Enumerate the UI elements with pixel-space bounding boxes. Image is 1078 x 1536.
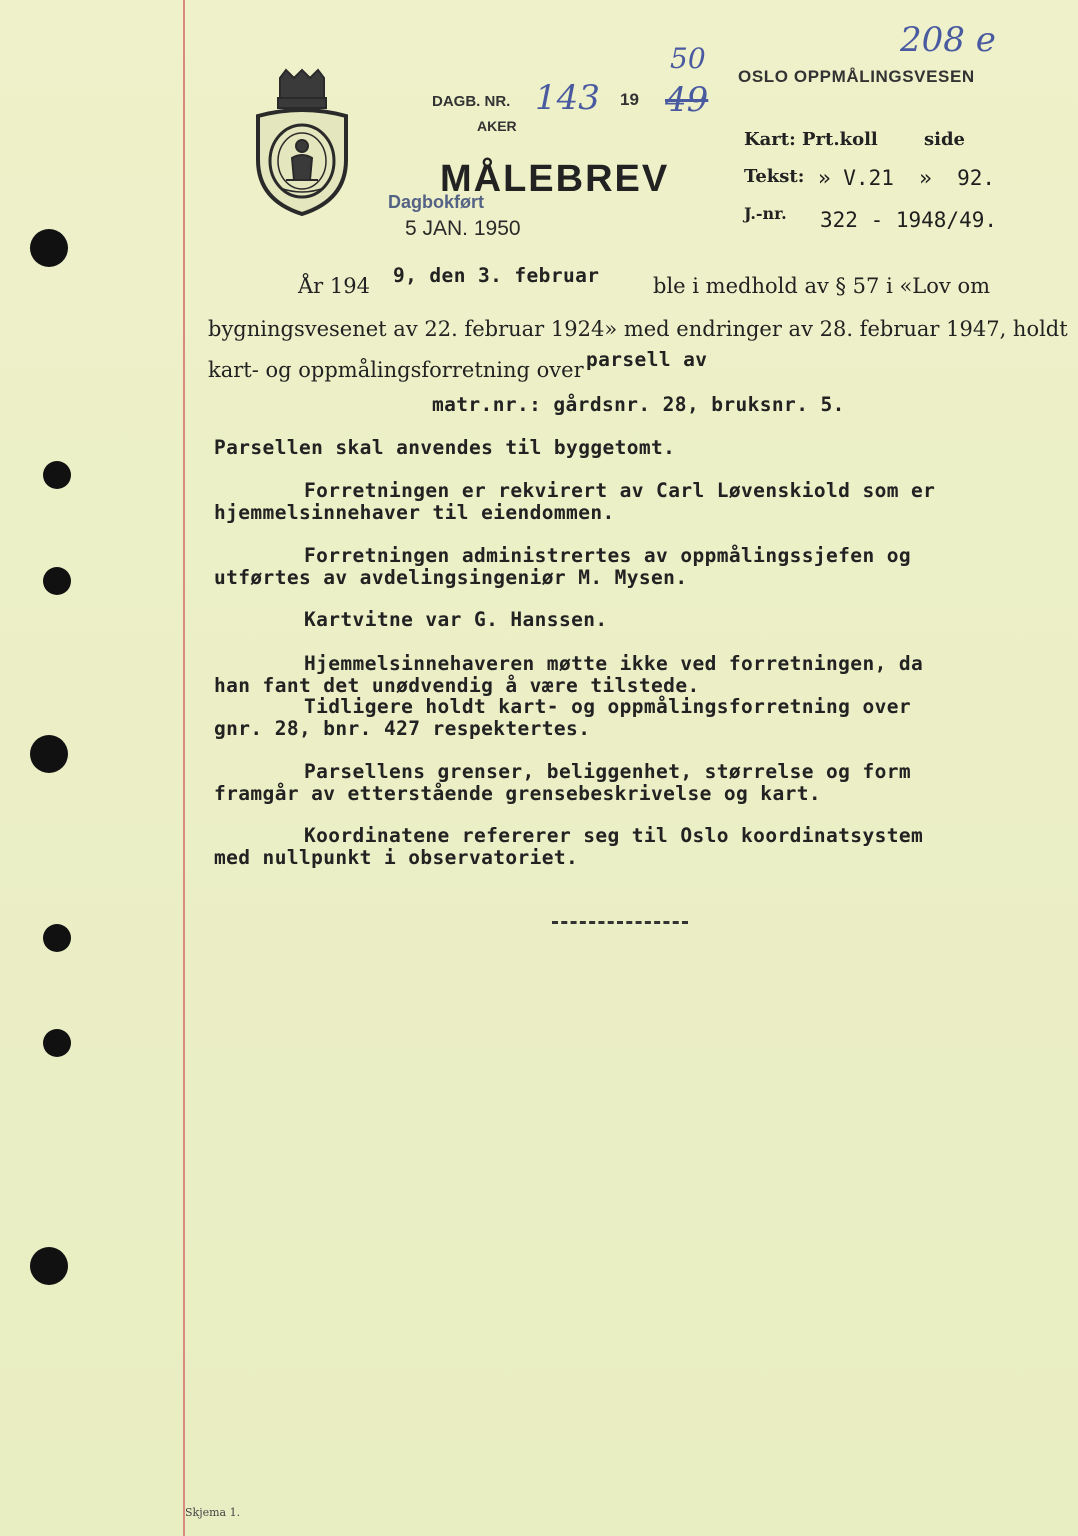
document-title: MÅLEBREV	[440, 158, 670, 200]
intro-parsell: parsell av	[586, 348, 708, 371]
body-line: Forretningen administrertes av oppmålingssjefen og	[304, 544, 911, 567]
body-line: Parsellens grenser, beliggenhet, størrelse og form	[304, 760, 911, 783]
red-margin-line	[183, 0, 185, 1536]
jnr-value: 322 - 1948/49.	[820, 208, 998, 232]
matr-line: matr.nr.: gårdsnr. 28, bruksnr. 5.	[432, 393, 845, 416]
intro-line2: bygningsvesenet av 22. februar 1924» med endringer av 28. februar 1947, holdt	[208, 317, 1068, 341]
punch-hole	[43, 924, 71, 952]
body-line: han fant det unødvendig å være tilstede.	[214, 674, 700, 697]
body-line: framgår av etterstående grensebeskrivelse og kart.	[214, 782, 821, 805]
handwritten-page-number: 208 e	[900, 20, 996, 60]
body-line: Kartvitne var G. Hanssen.	[304, 608, 608, 631]
body-line: med nullpunkt i observatoriet.	[214, 846, 579, 869]
oslo-coat-of-arms-emblem	[250, 68, 355, 218]
intro-year-prefix: År 194	[298, 274, 370, 298]
body-line: utførtes av avdelingsingeniør M. Mysen.	[214, 566, 688, 589]
dagb-label: DAGB. NR.	[432, 93, 511, 110]
kart-label: Kart: Prt.koll	[744, 129, 878, 150]
body-line: Hjemmelsinnehaveren møtte ikke ved forretningen, da	[304, 652, 924, 675]
body-line: Tidligere holdt kart- og oppmålingsforretning over	[304, 695, 911, 718]
punch-hole	[43, 461, 71, 489]
body-line: Parsellen skal anvendes til byggetomt.	[214, 436, 676, 459]
dagb-number-handwritten: 143	[535, 78, 600, 118]
intro-line3: kart- og oppmålingsforretning over	[208, 358, 584, 382]
intro-line1: ble i medhold av § 57 i «Lov om	[653, 274, 990, 298]
body-line: hjemmelsinnehaver til eiendommen.	[214, 501, 615, 524]
punch-hole	[30, 735, 68, 773]
dashed-divider	[552, 921, 688, 924]
punch-hole	[43, 1029, 71, 1057]
dagb-year-struck: 49	[665, 80, 709, 120]
body-line: gnr. 28, bnr. 427 respektertes.	[214, 717, 591, 740]
body-line: Koordinatene refererer seg til Oslo koordinatsystem	[304, 824, 924, 847]
jnr-label: J.-nr.	[744, 204, 787, 223]
side-label: side	[924, 129, 966, 150]
received-stamp-label: Dagbokført	[388, 192, 484, 212]
received-stamp-date: 5 JAN. 1950	[405, 217, 521, 240]
dagb-year-handwritten: 50	[670, 42, 706, 75]
office-name: OSLO OPPMÅLINGSVESEN	[738, 67, 975, 86]
punch-hole	[43, 567, 71, 595]
punch-hole	[30, 1247, 68, 1285]
tekst-label: Tekst:	[744, 166, 805, 187]
punch-hole	[30, 229, 68, 267]
dagb-year-prefix: 19	[620, 90, 639, 109]
intro-date-typed: 9, den 3. februar	[393, 264, 600, 287]
aker-label: AKER	[477, 118, 517, 134]
tekst-value: » V.21 » 92.	[818, 166, 996, 190]
body-line: Forretningen er rekvirert av Carl Løvenskiold som er	[304, 479, 936, 502]
form-label: Skjema 1.	[185, 1506, 241, 1519]
